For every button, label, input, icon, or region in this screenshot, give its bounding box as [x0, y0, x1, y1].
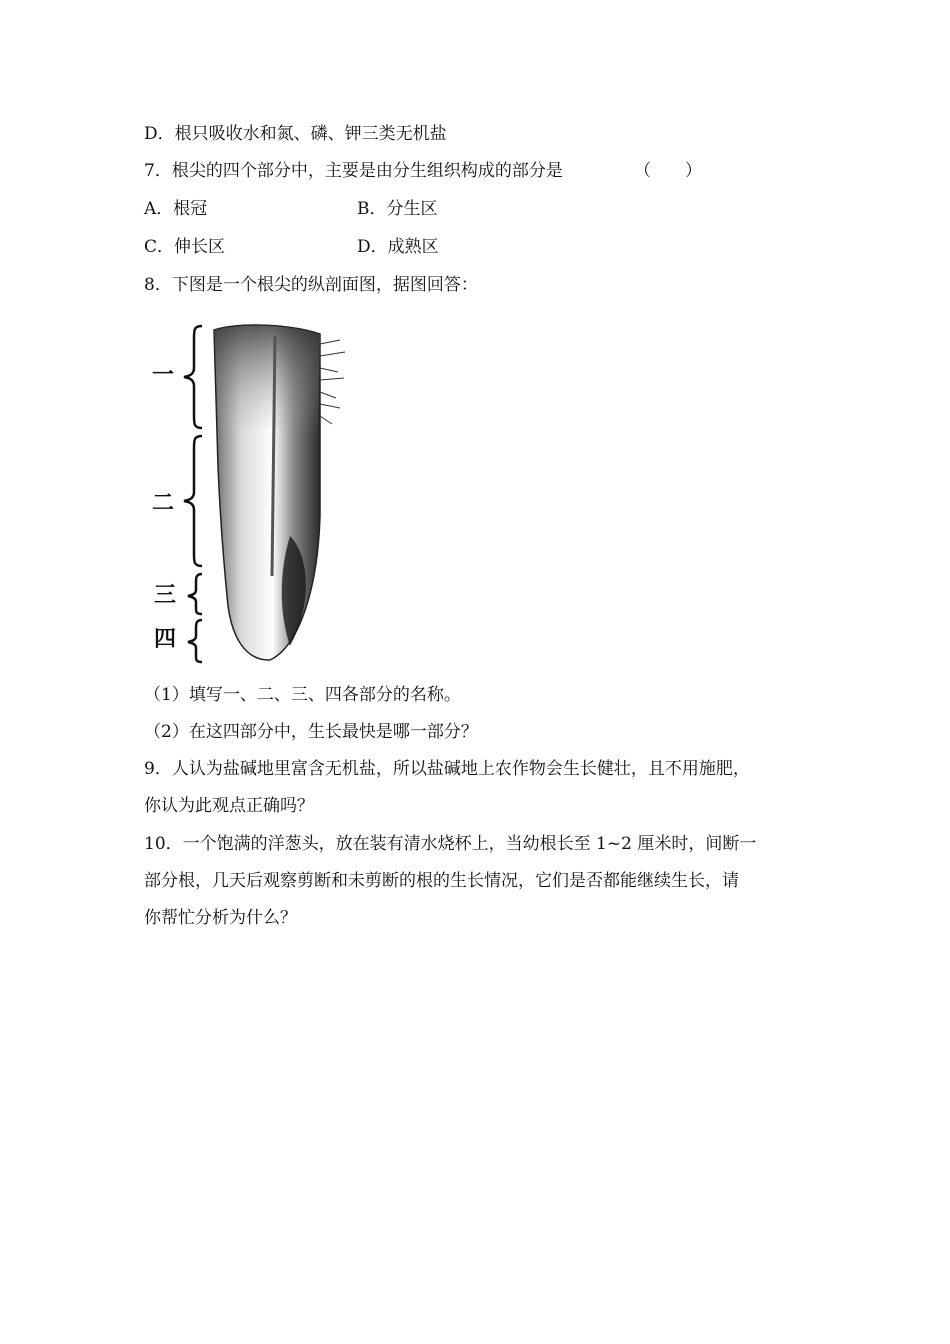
question-7-option-d: D．成熟区: [357, 237, 439, 257]
root-tip-diagram: [140, 316, 360, 668]
question-7-option-c: C．伸长区: [144, 237, 226, 257]
question-9-line-1: 9．人认为盐碱地里富含无机盐，所以盐碱地上农作物会生长健壮，且不用施肥，: [144, 759, 750, 779]
question-7-answer-blank: （ ）: [634, 161, 702, 181]
label-part-3: 三: [154, 583, 177, 608]
option-d-q6: D．根只吸收水和氮、磷、钾三类无机盐: [144, 124, 447, 144]
question-10-line-3: 你帮忙分析为什么？: [144, 908, 297, 928]
question-8-part-1: （1）填写一、二、三、四各部分的名称。: [144, 685, 461, 705]
label-part-2: 二: [152, 491, 175, 516]
question-7: 7．根尖的四个部分中，主要是由分生组织构成的部分是: [144, 161, 563, 181]
label-part-4: 四: [154, 627, 177, 652]
question-8-part-2: （2）在这四部分中，生长最快是哪一部分？: [144, 722, 478, 742]
question-7-option-b: B．分生区: [357, 199, 438, 219]
question-7-option-a: A．根冠: [144, 199, 208, 219]
label-part-1: 一: [152, 363, 175, 388]
question-10-line-2: 部分根，几天后观察剪断和未剪断的根的生长情况，它们是否都能继续生长，请: [144, 871, 739, 891]
question-10-line-1: 10．一个饱满的洋葱头，放在装有清水烧杯上，当幼根长至 1~2 厘米时，间断一: [144, 834, 757, 854]
question-9-line-2: 你认为此观点正确吗？: [144, 796, 314, 816]
question-8: 8．下图是一个根尖的纵剖面图，据图回答：: [144, 275, 478, 295]
